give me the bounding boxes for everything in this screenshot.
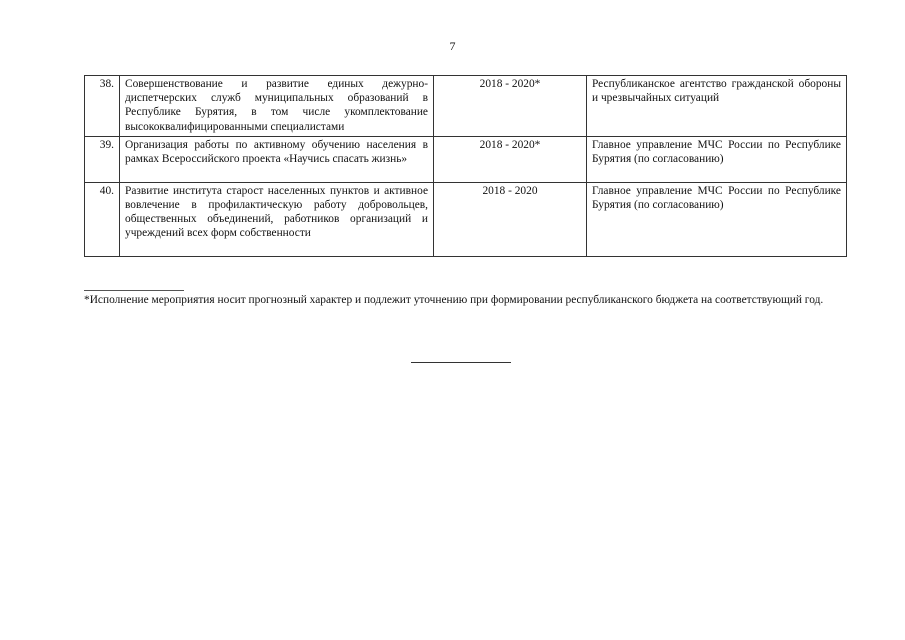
- footnote-separator: [84, 290, 184, 291]
- activity-period: 2018 - 2020: [434, 182, 587, 256]
- row-number: 40.: [85, 182, 120, 256]
- row-number: 38.: [85, 76, 120, 137]
- responsible-party: Главное управление МЧС России по Республике Бурятия (по согласованию): [587, 182, 847, 256]
- row-number: 39.: [85, 136, 120, 182]
- responsible-party: Республиканское агентство гражданской обороны и чрезвычайных ситуаций: [587, 76, 847, 137]
- page-number: 7: [449, 39, 456, 53]
- activity-description: Развитие института старост населенных пунктов и активное вовлечение в профилактическую работу добровольцев, общественных объединений, работников организаций и учреждений всех форм собственности: [120, 182, 434, 256]
- activities-table: [84, 75, 847, 257]
- table-row: [85, 182, 847, 256]
- activity-description: Совершенствование и развитие единых дежурно-диспетчерских служб муниципальных образований в Республике Бурятия, в том числе укомплектование высококвалифицированными специалистами: [120, 76, 434, 137]
- activity-period: 2018 - 2020*: [434, 76, 587, 137]
- footnote-text: *Исполнение мероприятия носит прогнозный характер и подлежит уточнению при формировании республиканского бюджета на соответствующий год.: [84, 294, 824, 306]
- end-of-document-rule: [411, 362, 511, 363]
- activity-period: 2018 - 2020*: [434, 136, 587, 182]
- table-row: [85, 136, 847, 182]
- table-row: [85, 76, 847, 137]
- responsible-party: Главное управление МЧС России по Республике Бурятия (по согласованию): [587, 136, 847, 182]
- activity-description: Организация работы по активному обучению населения в рамках Всероссийского проекта «Научись спасать жизнь»: [120, 136, 434, 182]
